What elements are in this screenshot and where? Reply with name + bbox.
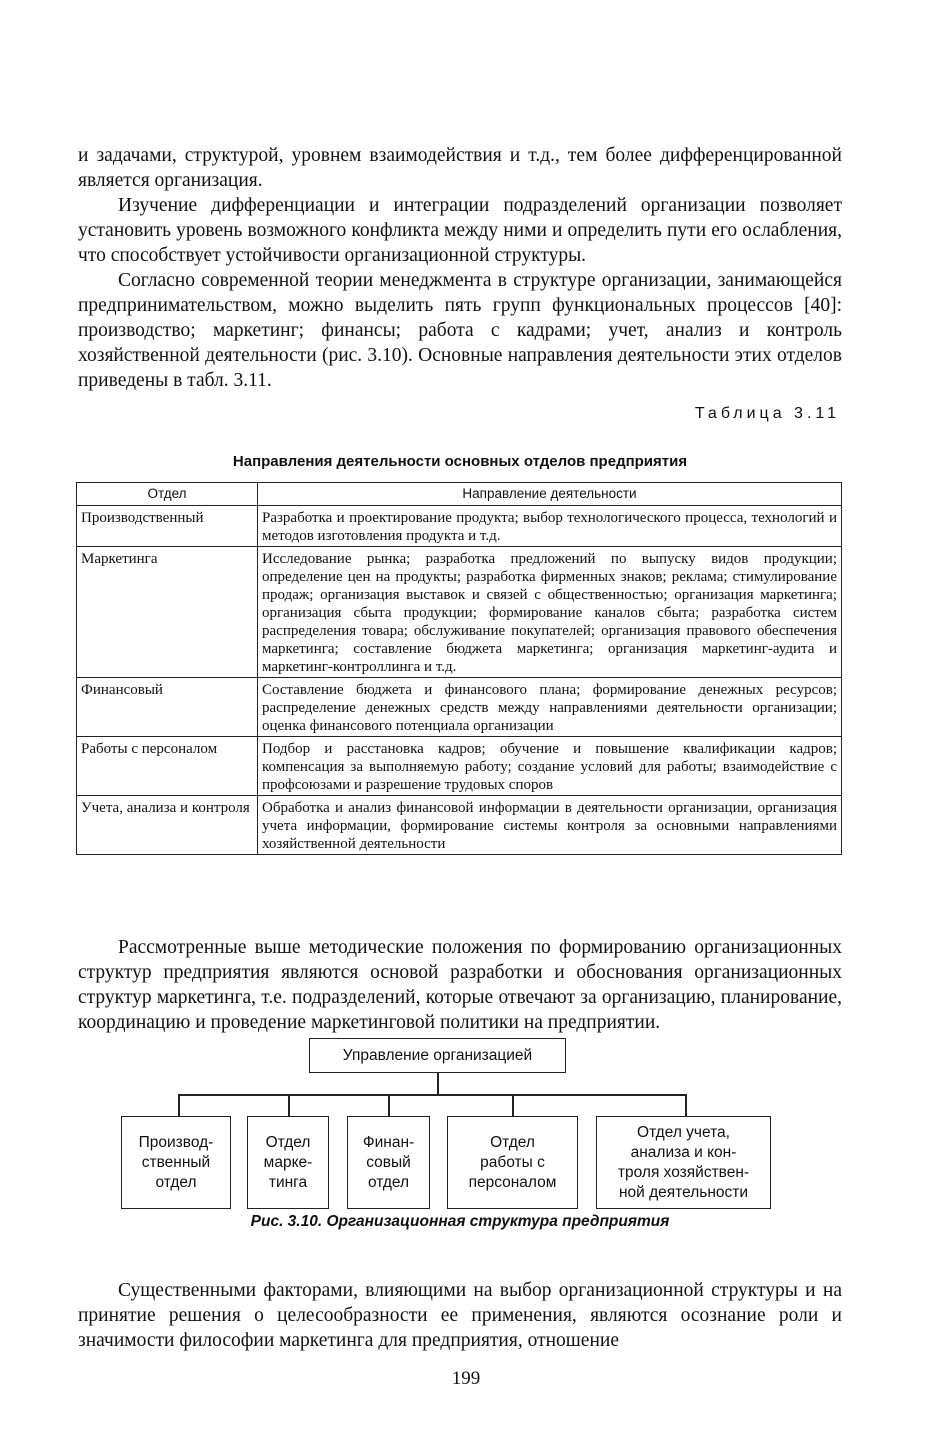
dept-cell: Учета, анализа и контроля [77, 796, 258, 855]
dept-cell: Работы с персоналом [77, 737, 258, 796]
activity-cell: Подбор и расстановка кадров; обучение и повышение квалификации кадров; компенсация за выполняемую работу; создание условий для работы; взаимодействие с профсоюзами и разрешение трудовых споров [258, 737, 842, 796]
connector-line [388, 1094, 390, 1117]
paragraph-2: Изучение дифференциации и интеграции подразделений организации позволяет установить уровень возможного конфликта между ними и определить пути его ослабления, что способствует устойчивости организационной структуры. [78, 195, 842, 266]
paragraph-1: и задачами, структурой, уровнем взаимодействия и т.д., тем более дифференцированной является организация. [78, 145, 842, 191]
table-row [77, 547, 842, 678]
table-row [77, 737, 842, 796]
diagram-box-finance: Финан- совый отдел [347, 1116, 430, 1209]
figure-caption: Рис. 3.10. Организационная структура предприятия [250, 1213, 670, 1230]
paragraph-3: Согласно современной теории менеджмента в структуре организации, занимающейся предпринимательством, можно выделить пять групп функциональных процессов [40]: производство; маркетинг; финансы; работа с кадрами; учет, анализ и контроль хозяйственной деятельности (рис. 3.10). Основные направления деятельности этих отделов приведены в табл. 3.11. [78, 270, 842, 391]
paragraph-5: Существенными факторами, влияющими на выбор организационной структуры и на принятие решения о целесообразности ее применения, являются осознание роли и значимости философии маркетинга для предприятия, отношение [78, 1280, 842, 1351]
connector-line [178, 1094, 180, 1117]
table-row [77, 678, 842, 737]
connector-line [512, 1094, 514, 1117]
diagram-box-personnel: Отдел работы с персоналом [447, 1116, 578, 1209]
table-label: Таблица 3.11 [694, 405, 840, 422]
page-number: 199 [451, 1368, 481, 1389]
header-activity: Направление деятельности [258, 483, 842, 506]
diagram-box-management: Управление организацией [309, 1038, 566, 1073]
activity-cell: Составление бюджета и финансового плана; формирование денежных ресурсов; распределение денежных средств между направлениями деятельности организации; оценка финансового потенциала организации [258, 678, 842, 737]
table-row [77, 506, 842, 547]
dept-cell: Финансовый [77, 678, 258, 737]
connector-line [178, 1094, 686, 1096]
connector-line [685, 1094, 687, 1117]
activity-cell: Исследование рынка; разработка предложений по выпуску видов продукции; определение цен на продукты; разработка фирменных знаков; реклама; стимулирование продаж; организация выставок и связей с общественностью; организация маркетинга; организация сбыта продукции; формирование каналов сбыта; разработка систем распределения товара; обслуживание покупателей; организация правового обеспечения маркетинга; составление бюджета маркетинга; организация маркетинг-аудита и маркетинг-контроллинга и т.д. [258, 547, 842, 678]
dept-cell: Маркетинга [77, 547, 258, 678]
departments-table [76, 482, 842, 855]
activity-cell: Обработка и анализ финансовой информации в деятельности организации, организация учета информации, формирование системы контроля за основными направлениями хозяйственной деятельности [258, 796, 842, 855]
diagram-box-marketing: Отдел марке- тинга [247, 1116, 329, 1209]
table-header-row [77, 483, 842, 506]
diagram-box-accounting: Отдел учета, анализа и кон- троля хозяйствен- ной деятельности [596, 1116, 771, 1209]
connector-line [437, 1073, 439, 1095]
dept-cell: Производственный [77, 506, 258, 547]
table-title: Направления деятельности основных отделов предприятия [232, 453, 688, 470]
header-dept: Отдел [77, 483, 258, 506]
activity-cell: Разработка и проектирование продукта; выбор технологического процесса, технологий и методов изготовления продукта и т.д. [258, 506, 842, 547]
paragraph-4: Рассмотренные выше методические положения по формированию организационных структур предприятия являются основой разработки и обоснования организационных структур маркетинга, т.е. подразделений, которые отвечают за организацию, планирование, координацию и проведение маркетинговой политики на предприятии. [78, 937, 842, 1033]
diagram-box-production: Производ- ственный отдел [121, 1116, 231, 1209]
table-row [77, 796, 842, 855]
connector-line [288, 1094, 290, 1117]
